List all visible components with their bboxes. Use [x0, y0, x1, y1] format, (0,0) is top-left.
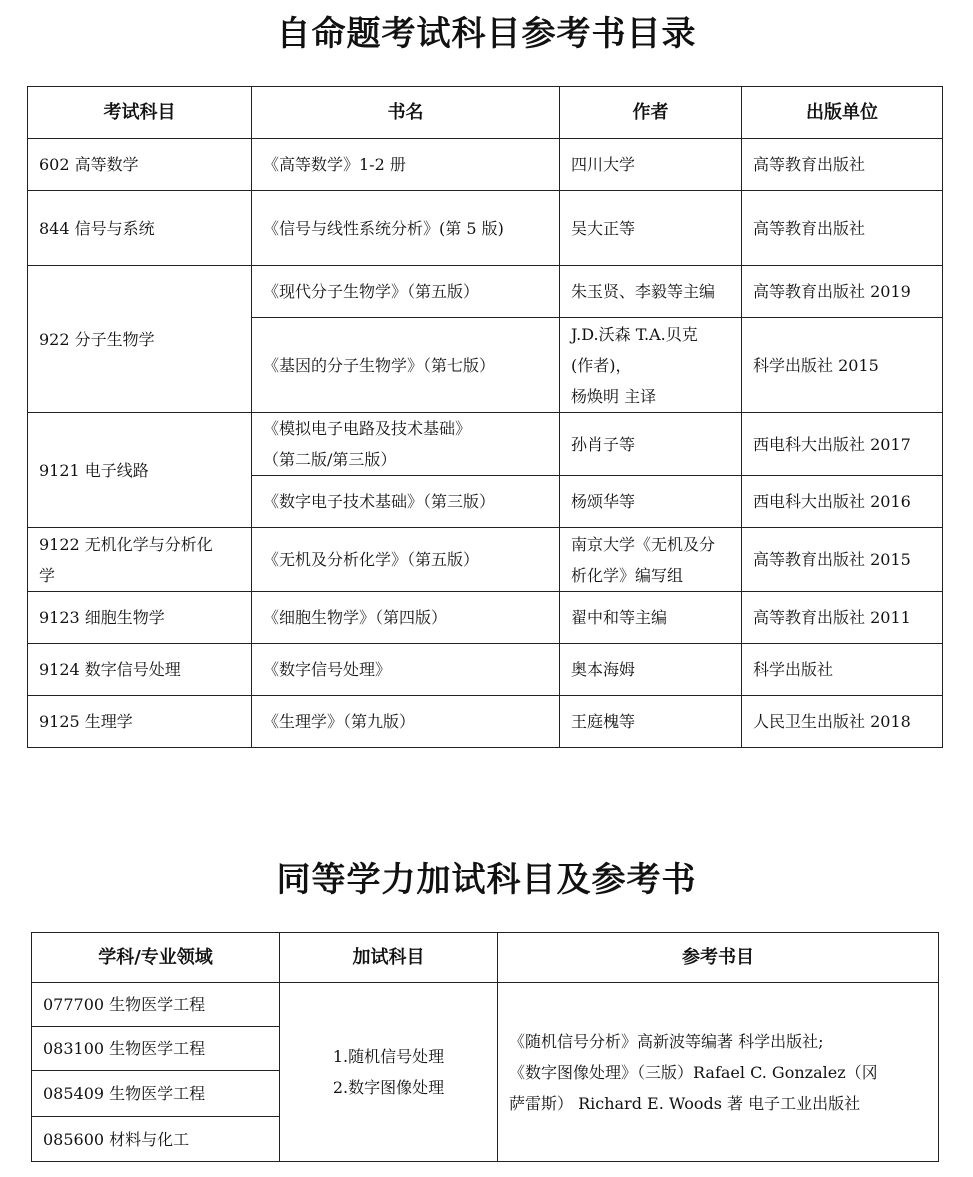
author-cell: 杨颂华等	[560, 476, 742, 528]
header-books: 参考书目	[498, 933, 939, 983]
exam-cell: 1.随机信号处理 2.数字图像处理	[280, 983, 498, 1162]
subject-cell: 9124 数字信号处理	[28, 644, 252, 696]
table-row	[32, 983, 939, 1027]
publisher-cell: 高等教育出版社	[742, 139, 943, 191]
author-cell: 四川大学	[560, 139, 742, 191]
author-cell: 朱玉贤、李毅等主编	[560, 266, 742, 318]
table-row	[28, 696, 943, 748]
header-subject: 考试科目	[28, 87, 252, 139]
book-cell: 《生理学》（第九版）	[252, 696, 560, 748]
publisher-cell: 西电科大出版社 2016	[742, 476, 943, 528]
subject-cell: 9123 细胞生物学	[28, 592, 252, 644]
publisher-cell: 高等教育出版社 2015	[742, 528, 943, 592]
author-cell: 王庭槐等	[560, 696, 742, 748]
publisher-cell: 人民卫生出版社 2018	[742, 696, 943, 748]
table-row	[28, 592, 943, 644]
field-cell: 085409 生物医学工程	[32, 1071, 280, 1117]
table-row	[28, 191, 943, 266]
author-cell: J.D.沃森 T.A.贝克 (作者)， 杨焕明 主译	[560, 318, 742, 413]
table-header-row	[28, 87, 943, 139]
table-row	[28, 139, 943, 191]
field-cell: 085600 材料与化工	[32, 1117, 280, 1162]
subject-cell: 9121 电子线路	[28, 413, 252, 528]
table-row	[28, 266, 943, 318]
author-cell: 南京大学《无机及分 析化学》编写组	[560, 528, 742, 592]
subject-cell: 922 分子生物学	[28, 266, 252, 413]
page-title: 自命题考试科目参考书目录	[276, 14, 697, 54]
books-cell: 《随机信号分析》高新波等编著 科学出版社; 《数字图像处理》（三版）Rafael C. Gonzalez（冈 萨雷斯） Richard E. Woods 著 电子工业出版社	[498, 983, 939, 1162]
header-field: 学科/专业领域	[32, 933, 280, 983]
section-title: 同等学力加试科目及参考书	[276, 860, 697, 900]
subject-cell: 602 高等数学	[28, 139, 252, 191]
header-publisher: 出版单位	[742, 87, 943, 139]
publisher-cell: 高等教育出版社 2011	[742, 592, 943, 644]
table-row	[28, 528, 943, 592]
field-cell: 083100 生物医学工程	[32, 1027, 280, 1071]
table-row	[28, 644, 943, 696]
author-cell: 翟中和等主编	[560, 592, 742, 644]
equivalent-exam-table	[31, 932, 939, 1162]
author-cell: 孙肖子等	[560, 413, 742, 476]
header-book: 书名	[252, 87, 560, 139]
book-cell: 《数字信号处理》	[252, 644, 560, 696]
subject-cell: 9125 生理学	[28, 696, 252, 748]
book-cell: 《细胞生物学》（第四版）	[252, 592, 560, 644]
book-cell: 《无机及分析化学》（第五版）	[252, 528, 560, 592]
book-cell: 《信号与线性系统分析》(第 5 版)	[252, 191, 560, 266]
publisher-cell: 科学出版社	[742, 644, 943, 696]
header-author: 作者	[560, 87, 742, 139]
publisher-cell: 高等教育出版社 2019	[742, 266, 943, 318]
table-row	[28, 413, 943, 476]
book-cell: 《数字电子技术基础》（第三版）	[252, 476, 560, 528]
book-cell: 《高等数学》1-2 册	[252, 139, 560, 191]
publisher-cell: 科学出版社 2015	[742, 318, 943, 413]
author-cell: 奥本海姆	[560, 644, 742, 696]
field-cell: 077700 生物医学工程	[32, 983, 280, 1027]
table-header-row	[32, 933, 939, 983]
publisher-cell: 西电科大出版社 2017	[742, 413, 943, 476]
reference-book-table	[27, 86, 943, 748]
header-exam: 加试科目	[280, 933, 498, 983]
subject-cell: 9122 无机化学与分析化 学	[28, 528, 252, 592]
book-cell: 《现代分子生物学》（第五版）	[252, 266, 560, 318]
book-cell: 《模拟电子电路及技术基础》 （第二版/第三版）	[252, 413, 560, 476]
subject-cell: 844 信号与系统	[28, 191, 252, 266]
book-cell: 《基因的分子生物学》（第七版）	[252, 318, 560, 413]
publisher-cell: 高等教育出版社	[742, 191, 943, 266]
author-cell: 吴大正等	[560, 191, 742, 266]
